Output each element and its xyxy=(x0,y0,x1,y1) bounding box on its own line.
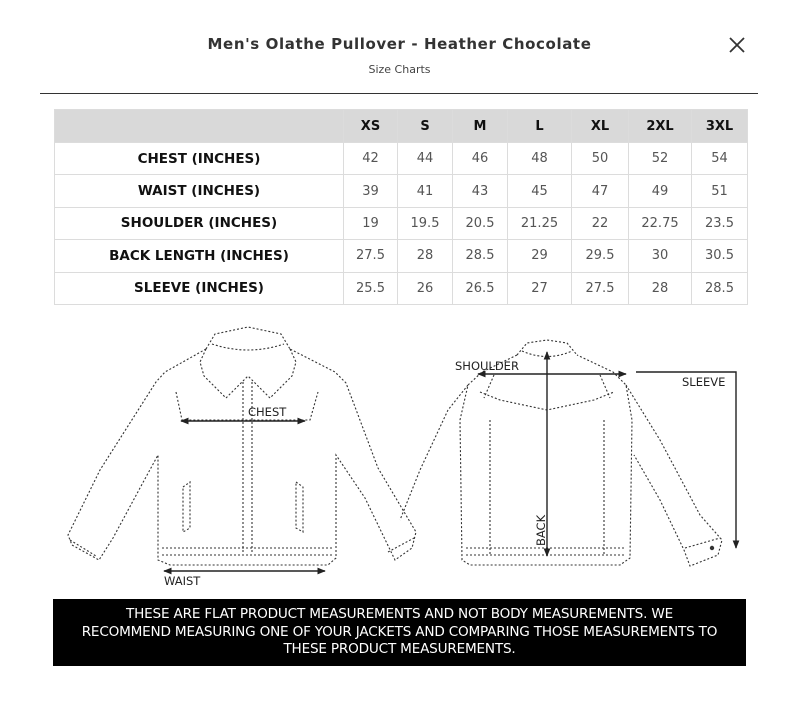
row-label: SHOULDER (INCHES) xyxy=(55,207,344,239)
table-cell: 48 xyxy=(508,143,572,175)
jacket-front-illustration xyxy=(68,327,416,565)
table-cell: 29 xyxy=(508,240,572,272)
cuff-button-icon xyxy=(710,546,714,550)
size-header-row xyxy=(55,110,748,143)
table-cell: 22.75 xyxy=(629,207,692,239)
row-label: SLEEVE (INCHES) xyxy=(55,272,344,304)
table-cell: 29.5 xyxy=(572,240,629,272)
table-cell: 41 xyxy=(398,175,453,207)
table-cell: 42 xyxy=(344,143,398,175)
table-cell: 23.5 xyxy=(692,207,748,239)
table-cell: 46 xyxy=(453,143,508,175)
table-cell: 27 xyxy=(508,272,572,304)
table-row xyxy=(55,207,748,239)
sleeve-label: SLEEVE xyxy=(682,375,726,389)
table-cell: 30 xyxy=(629,240,692,272)
size-chart-table xyxy=(54,109,748,305)
size-header-cell: M xyxy=(453,110,508,143)
table-cell: 20.5 xyxy=(453,207,508,239)
table-cell: 26.5 xyxy=(453,272,508,304)
table-cell: 22 xyxy=(572,207,629,239)
chest-label: CHEST xyxy=(248,405,287,419)
table-cell: 52 xyxy=(629,143,692,175)
row-label: BACK LENGTH (INCHES) xyxy=(55,240,344,272)
table-cell: 39 xyxy=(344,175,398,207)
table-row xyxy=(55,175,748,207)
table-cell: 30.5 xyxy=(692,240,748,272)
table-cell: 28.5 xyxy=(453,240,508,272)
size-header-cell: 3XL xyxy=(692,110,748,143)
table-cell: 50 xyxy=(572,143,629,175)
header-corner-cell xyxy=(55,110,344,143)
close-icon xyxy=(726,34,748,56)
close-button[interactable] xyxy=(726,34,748,56)
table-cell: 28 xyxy=(629,272,692,304)
modal-title: Men's Olathe Pullover - Heather Chocolate xyxy=(207,35,592,53)
sleeve-arrow xyxy=(636,372,736,548)
waist-label: WAIST xyxy=(164,574,201,588)
table-cell: 26 xyxy=(398,272,453,304)
back-label: BACK xyxy=(534,514,548,546)
size-header-cell: XL xyxy=(572,110,629,143)
size-header-cell: XS xyxy=(344,110,398,143)
size-header-cell: 2XL xyxy=(629,110,692,143)
table-cell: 25.5 xyxy=(344,272,398,304)
shoulder-label: SHOULDER xyxy=(455,359,519,373)
table-cell: 19 xyxy=(344,207,398,239)
table-cell: 21.25 xyxy=(508,207,572,239)
table-row xyxy=(55,272,748,304)
table-cell: 28 xyxy=(398,240,453,272)
table-cell: 44 xyxy=(398,143,453,175)
table-row xyxy=(55,240,748,272)
table-cell: 54 xyxy=(692,143,748,175)
jacket-back-illustration xyxy=(400,340,722,566)
table-cell: 49 xyxy=(629,175,692,207)
measurement-notice-text: THESE ARE FLAT PRODUCT MEASUREMENTS AND NOT BODY MEASUREMENTS. WE RECOMMEND MEASURING ONE OF YOUR JACKETS AND COMPARING THOSE MEASUREMENTS TO THESE PRODUCT MEASUREMENTS. xyxy=(81,606,718,658)
table-row xyxy=(55,143,748,175)
table-cell: 47 xyxy=(572,175,629,207)
table-cell: 28.5 xyxy=(692,272,748,304)
table-cell: 43 xyxy=(453,175,508,207)
modal-subtitle: Size Charts xyxy=(368,63,431,76)
table-cell: 19.5 xyxy=(398,207,453,239)
size-header-cell: S xyxy=(398,110,453,143)
table-cell: 27.5 xyxy=(344,240,398,272)
row-label: WAIST (INCHES) xyxy=(55,175,344,207)
measurement-notice-banner xyxy=(53,599,746,666)
table-cell: 45 xyxy=(508,175,572,207)
table-cell: 51 xyxy=(692,175,748,207)
table-cell: 27.5 xyxy=(572,272,629,304)
header-divider xyxy=(40,93,758,94)
row-label: CHEST (INCHES) xyxy=(55,143,344,175)
size-header-cell: L xyxy=(508,110,572,143)
